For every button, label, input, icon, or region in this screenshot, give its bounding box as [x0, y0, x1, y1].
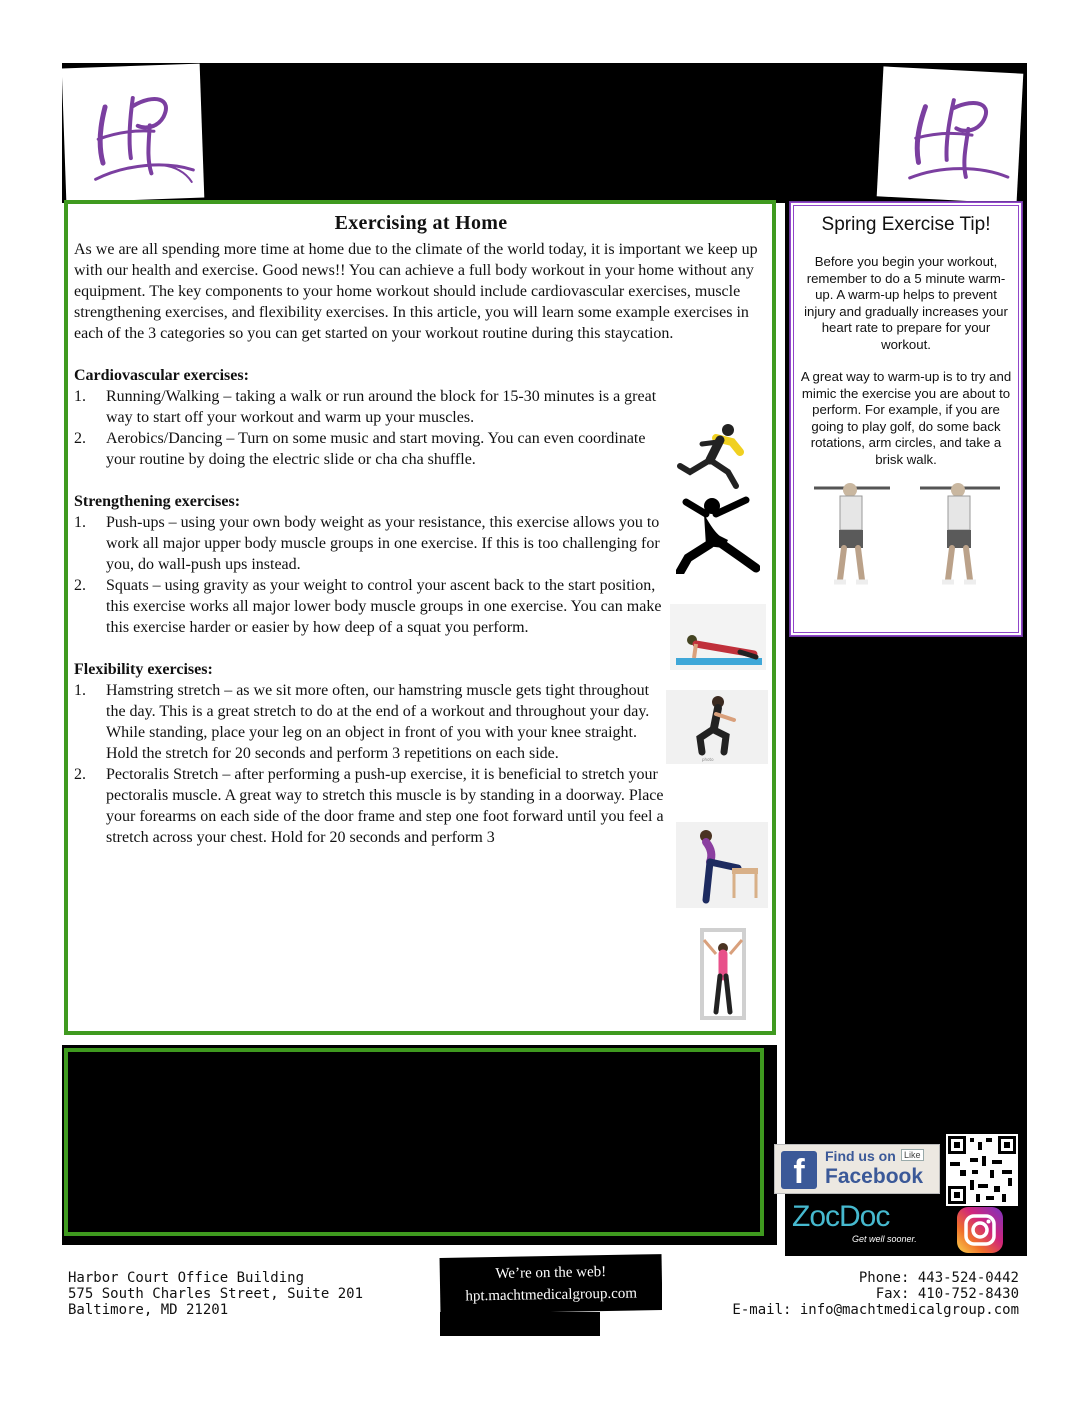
item-number: 1.: [74, 388, 86, 405]
qr-code[interactable]: [946, 1134, 1018, 1206]
address-line-2: 575 South Charles Street, Suite 201: [68, 1286, 364, 1302]
item-number: 2.: [74, 766, 86, 783]
zocdoc-logo[interactable]: [792, 1200, 932, 1250]
web-url-link[interactable]: hpt.machtmedicalgroup.com: [465, 1285, 638, 1305]
item-text: Running/Walking – taking a walk or run around the block for 15-30 minutes is a great way to start off your workout and warm up your muscles.: [106, 388, 657, 426]
bottom-feature-box: [64, 1048, 764, 1236]
item-number: 2.: [74, 577, 86, 594]
email-link[interactable]: E-mail: info@machtmedicalgroup.com: [732, 1302, 1019, 1318]
item-text: Pectoralis Stretch – after performing a push-up exercise, it is beneficial to stretch your pectoralis muscle. A great way to stretch this muscle is by standing in a doorway. Place your forearms on each side of the door frame and step one foot forward until you feel a stretch across your chest. Hold for 20 seconds and perform 3: [106, 766, 664, 846]
spring-exercise-tip-box: [790, 202, 1022, 636]
facebook-icon: f: [781, 1151, 817, 1189]
hpt-logo-right: [877, 66, 1024, 203]
hamstring-stretch-image: [676, 822, 768, 908]
hpt-logo-icon: [62, 64, 205, 203]
tip-paragraph-2: A great way to warm-up is to try and mimic the exercise you are about to perform. For example, if you are going to play golf, do some back rotations, arm circles, and take a brisk walk.: [800, 369, 1012, 467]
fax-number: Fax: 410-752-8430: [875, 1286, 1019, 1302]
item-number: 1.: [74, 514, 86, 531]
article-title: Exercising at Home: [334, 212, 508, 234]
web-label: We’re on the web!: [495, 1264, 607, 1282]
item-number: 1.: [74, 682, 86, 699]
flexibility-list: [74, 680, 768, 848]
facebook-badge[interactable]: [774, 1144, 940, 1194]
hpt-logo-left: [62, 64, 205, 203]
article-intro: As we are all spending more time at home due to the climate of the world today, it is important we keep up with our health and exercise. Good news!! You can achieve a full body workout in your home without any equipment. The key components to your home workout should include cardiovascular exercises, muscle strengthening exercises, and flexibility exercises. In this article, you will learn some example exercises in each of the 3 categories so you can get started on your workout routine during this staycation.: [74, 241, 758, 342]
footer-web: [440, 1254, 663, 1314]
item-text: Push-ups – using your own body weight as your resistance, this exercise allows you to work all major upper body muscle groups in one exercise. If this is too challenging for you, do wall-push ups instead.: [106, 514, 660, 573]
list-item: [74, 764, 768, 848]
item-number: 2.: [74, 430, 86, 447]
qr-code-icon: [946, 1134, 1018, 1206]
pectoralis-stretch-image: [700, 928, 746, 1020]
strength-list: [74, 512, 768, 638]
footer-strip: [440, 1312, 600, 1336]
item-text: Aerobics/Dancing – Turn on some music and start moving. You can even coordinate your routine by doing the electric slide or cha cha shuffle.: [106, 430, 646, 468]
facebook-like-button[interactable]: Like: [901, 1149, 924, 1161]
cardio-list: [74, 386, 768, 470]
section-title-cardio: Cardiovascular exercises:: [74, 367, 249, 384]
zocdoc-tagline: Get well sooner.: [852, 1234, 917, 1244]
push-up-image: [670, 604, 766, 670]
tip-paragraph-1: Before you begin your workout, remember to do a 5 minute warm-up. A warm-up helps to prevent injury and gradually increases your heart rate to prepare for your workout.: [804, 254, 1008, 352]
instagram-link[interactable]: [957, 1207, 1003, 1253]
address-line-1: Harbor Court Office Building: [68, 1270, 305, 1286]
address-line-3: Baltimore, MD 21201: [68, 1302, 229, 1318]
tip-title: Spring Exercise Tip!: [821, 214, 991, 235]
footer-address: [62, 1256, 440, 1322]
facebook-label: Facebook: [825, 1165, 924, 1188]
list-item: [74, 386, 768, 428]
svg-text:photo: photo: [702, 757, 714, 762]
section-title-strength: Strengthening exercises:: [74, 493, 241, 510]
list-item: [74, 512, 768, 575]
zocdoc-name: ZocDoc: [792, 1200, 890, 1233]
phone-number: Phone: 443-524-0442: [858, 1270, 1019, 1286]
footer-contact: [662, 1256, 1027, 1322]
warm-up-rotation-image: [806, 480, 1006, 590]
list-item: [74, 575, 768, 638]
instagram-icon: [957, 1207, 1003, 1253]
facebook-find-us-label: Find us on: [825, 1148, 896, 1164]
item-text: Squats – using gravity as your weight to control your ascent back to the start position, this exercise works all major lower body muscle groups in one exercise. You can make this exercise harder or easier by how deep of a squat you perform.: [106, 577, 662, 636]
item-text: Hamstring stretch – as we sit more often, our hamstring muscle gets tight throughout the day. This is a great stretch to do at the end of a workout and throughout your day. While standing, place your leg on an object in front of you with your knee straight. Hold the stretch for 20 seconds and perform 3 repetitions on each side.: [106, 682, 650, 762]
list-item: [74, 428, 768, 470]
list-item: [74, 680, 768, 764]
section-title-flexibility: Flexibility exercises:: [74, 661, 213, 678]
squat-image: [666, 690, 768, 764]
hpt-logo-icon: [877, 66, 1024, 203]
dancer-silhouette-image: [676, 496, 760, 574]
runner-image: [676, 422, 756, 490]
